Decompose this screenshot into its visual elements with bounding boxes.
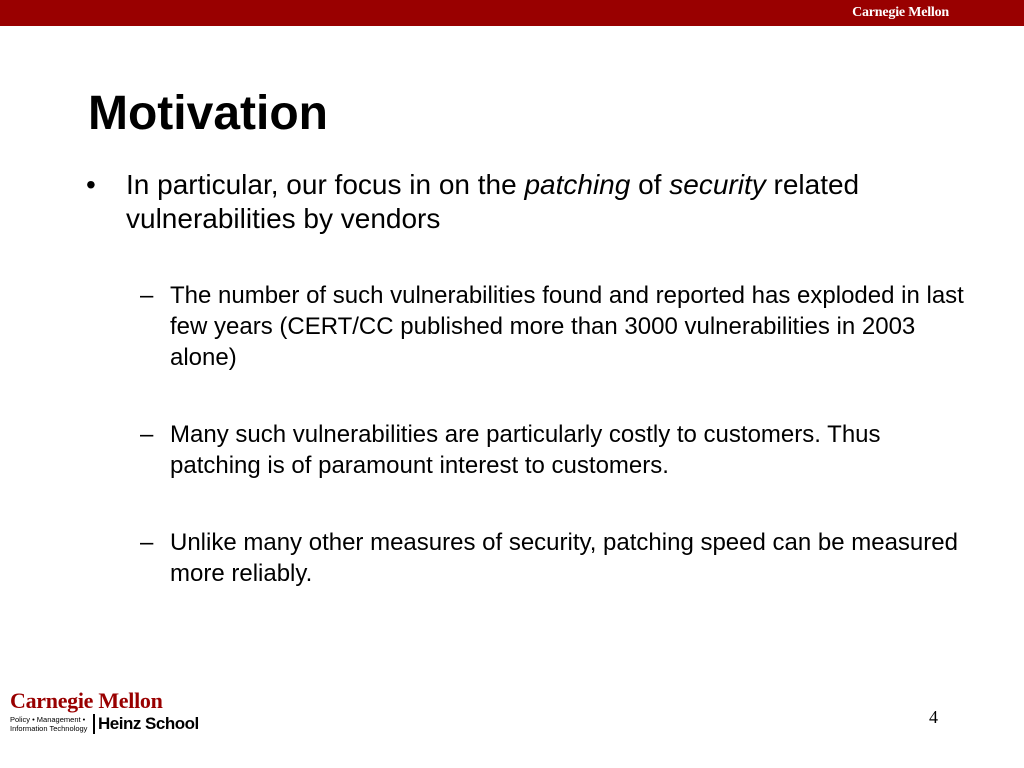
- bullet-marker: •: [86, 169, 96, 200]
- main-bullet-text-middle: of: [630, 169, 670, 200]
- slide-content: [86, 168, 966, 635]
- sub-bullet: [86, 280, 966, 373]
- logo-subtitle-line2: Information Technology: [10, 724, 88, 733]
- dash-marker: –: [140, 421, 154, 448]
- main-bullet-text-after: related vulnerabilities by vendors: [126, 169, 860, 234]
- slide-title: Motivation: [88, 87, 328, 140]
- logo-row: [10, 714, 200, 734]
- page-number: 4: [929, 707, 938, 727]
- logo-subtitle-line1: Policy • Management •: [10, 715, 86, 724]
- main-bullet: [86, 168, 966, 236]
- sub-bullet-text: The number of such vulnerabilities found and reported has exploded in last few years (CERT/CC published more than 3000 vulnerabilities in 2003 alone): [170, 282, 964, 371]
- main-bullet-italic-patching: patching: [524, 169, 631, 200]
- logo-subtitle: [10, 715, 92, 733]
- logo-school: Heinz School: [98, 714, 199, 733]
- header-bar: [0, 0, 1024, 26]
- sub-bullet-text: Unlike many other measures of security, patching speed can be measured more reliably.: [170, 529, 958, 587]
- logo-divider: [93, 714, 95, 734]
- dash-marker: –: [140, 529, 154, 556]
- header-brand: Carnegie Mellon: [852, 5, 949, 20]
- sub-bullet: [86, 527, 966, 589]
- dash-marker: –: [140, 282, 154, 309]
- sub-bullet-text: Many such vulnerabilities are particularly costly to customers. Thus patching is of paramount interest to customers.: [170, 421, 881, 479]
- sub-bullet-list: [86, 280, 966, 589]
- logo-name: Carnegie Mellon: [10, 688, 163, 713]
- main-bullet-italic-security: security: [669, 169, 766, 200]
- sub-bullet: [86, 419, 966, 481]
- main-bullet-text-before: In particular, our focus in on the: [126, 169, 525, 200]
- heinz-school-logo: [10, 690, 200, 738]
